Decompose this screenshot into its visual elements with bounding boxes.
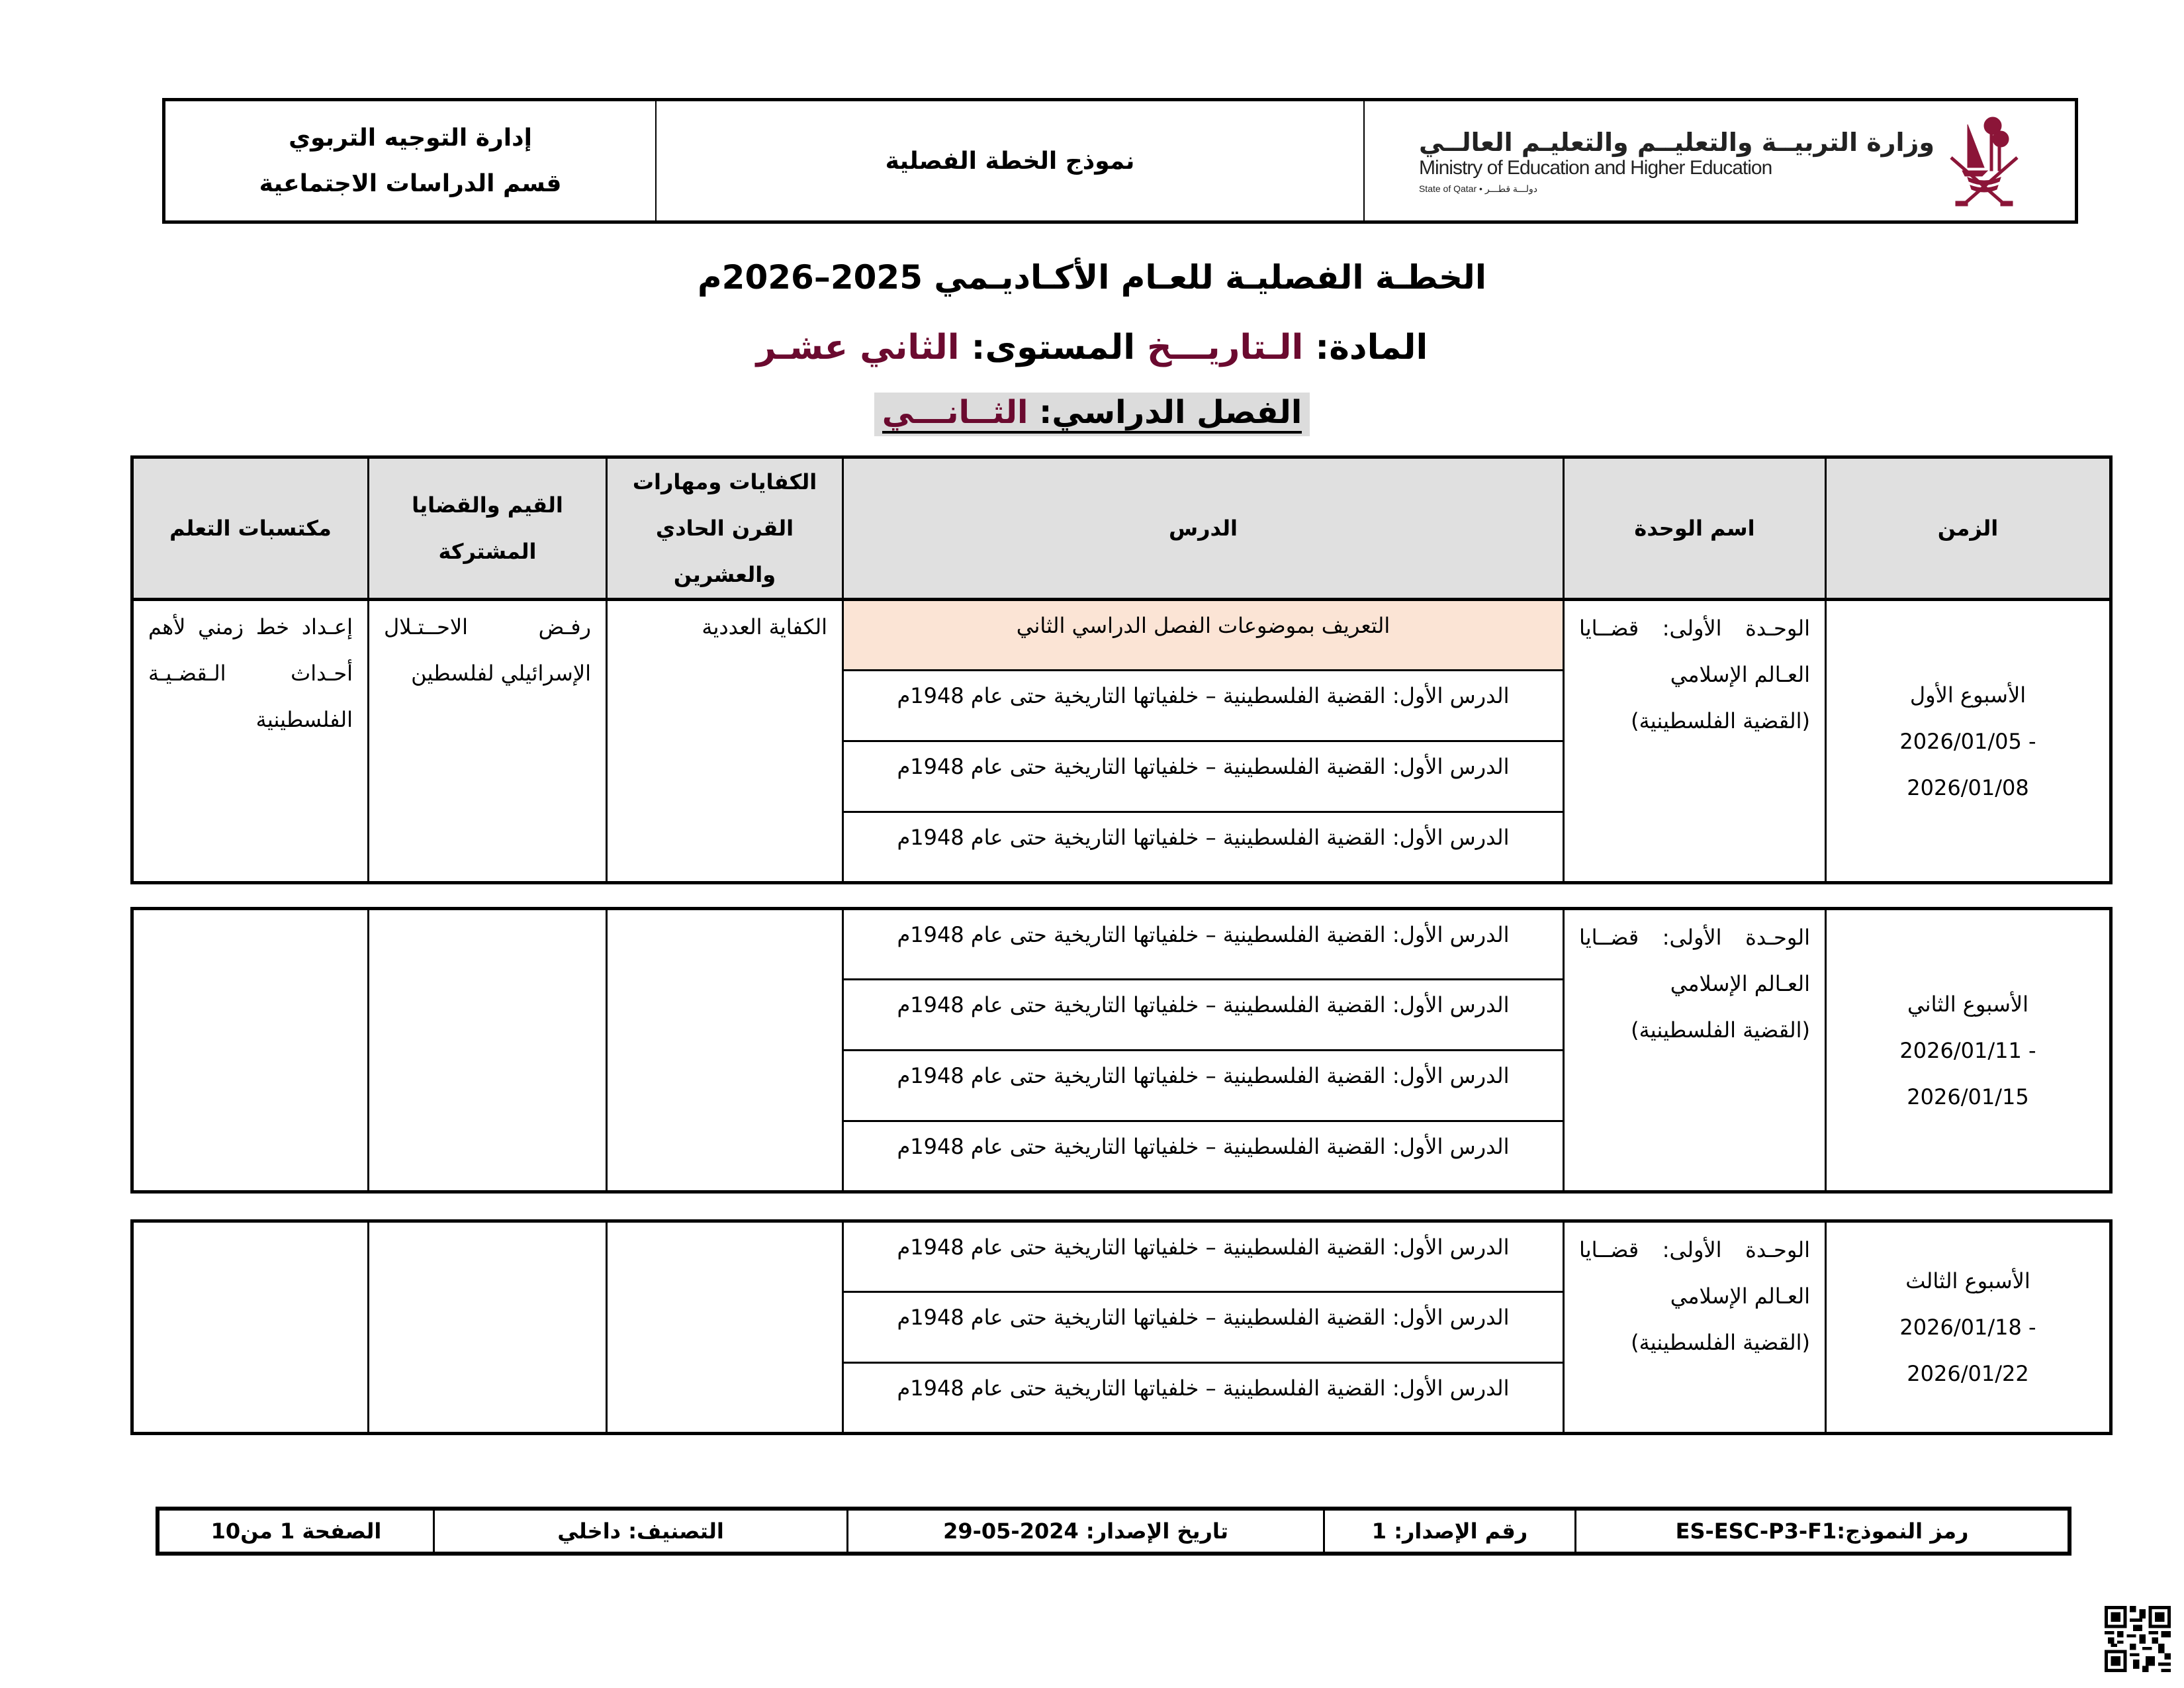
header-values: القيم والقضايا المشتركة [369, 457, 607, 600]
page-number: الصفحة 1 من10 [210, 1519, 382, 1544]
lesson-cell: الدرس الأول: القضية الفلسطينية – خلفياتها التاريخية حتى عام 1948م [843, 1221, 1564, 1292]
unit-subtitle: (القضية الفلسطينية) [1631, 1017, 1810, 1043]
unit-name: الوحـدة الأولى: قضــايا العـالم الإسلامي [1579, 925, 1810, 996]
week-end-date: 2026/01/15 [1907, 1084, 2029, 1109]
week-label: الأسبوع الثاني [1907, 991, 2029, 1017]
ministry-logo-cell [1363, 101, 2075, 220]
qatar-emblem-icon [1948, 111, 2021, 211]
week-time-cell [1826, 600, 2111, 883]
week-start-date: 2026/01/11 - [1899, 1037, 2036, 1063]
semester-label: الفصل الدراسي: [1028, 394, 1302, 434]
learning-outcomes-cell [132, 1221, 369, 1434]
document-footer [156, 1507, 2071, 1556]
subject-value: الـتاريـــخ [1147, 328, 1304, 367]
issue-date: تاريخ الإصدار: 2024-05-29 [846, 1511, 1323, 1552]
plan-table-week-3 [130, 1219, 2113, 1435]
ministry-name-en: Ministry of Education and Higher Education [1418, 156, 1772, 179]
week-time-cell [1826, 1221, 2111, 1434]
document-header-box [162, 98, 2078, 224]
values-cell [369, 909, 607, 1192]
ministry-name [1419, 128, 1934, 195]
level-value: الثاني عشـر [756, 328, 960, 367]
header-time: الزمن [1826, 457, 2111, 600]
department-cell [165, 101, 655, 220]
table-row [132, 909, 2111, 980]
lesson-cell: الدرس الأول: القضية الفلسطينية – خلفياتها التاريخية حتى عام 1948م [843, 980, 1564, 1051]
section-name: قسم الدراسات الاجتماعية [259, 170, 562, 197]
learning-outcomes-cell: إعـداد خط زمني لأهم أحـداث الـقضـيـة الفلسطينية [132, 600, 369, 883]
values-cell [369, 1221, 607, 1434]
subject-level-line [0, 328, 2184, 367]
week-end-date: 2026/01/22 [1907, 1361, 2029, 1386]
table-row [132, 600, 2111, 671]
header-skills: الكفايات ومهارات القرن الحادي والعشرين [607, 457, 843, 600]
week-label: الأسبوع الثالث [1905, 1268, 2030, 1293]
department-name: إدارة التوجيه التربوي [289, 124, 532, 152]
level-label: المستوى: [959, 328, 1148, 367]
header-unit: اسم الوحدة [1564, 457, 1826, 600]
lesson-cell: الدرس الأول: القضية الفلسطينية – خلفياتها التاريخية حتى عام 1948م [843, 1363, 1564, 1434]
classification: التصنيف: داخلي [433, 1511, 846, 1552]
qr-code-icon [2105, 1606, 2171, 1672]
unit-cell [1564, 909, 1826, 1192]
lesson-cell: الدرس الأول: القضية الفلسطينية – خلفياتها التاريخية حتى عام 1948م [843, 1051, 1564, 1121]
lesson-cell: الدرس الأول: القضية الفلسطينية – خلفياتها التاريخية حتى عام 1948م [843, 1292, 1564, 1363]
unit-subtitle: (القضية الفلسطينية) [1631, 1330, 1810, 1355]
lesson-cell: الدرس الأول: القضية الفلسطينية – خلفياتها التاريخية حتى عام 1948م [843, 1121, 1564, 1192]
skills-cell [607, 909, 843, 1192]
learning-outcomes-cell [132, 909, 369, 1192]
week-start-date: 2026/01/18 - [1899, 1315, 2036, 1340]
unit-cell [1564, 1221, 1826, 1434]
plan-title: الخطـة الفصليـة للعـام الأكـاديـمي 2025–2026م [698, 258, 1486, 297]
skills-cell [607, 1221, 843, 1434]
table-row [132, 1221, 2111, 1292]
week-start-date: 2026/01/05 - [1899, 728, 2036, 754]
form-title-cell [655, 101, 1363, 220]
plan-table-week-2 [130, 907, 2113, 1194]
lesson-cell: الدرس الأول: القضية الفلسطينية – خلفياتها التاريخية حتى عام 1948م [843, 671, 1564, 741]
lesson-cell: الدرس الأول: القضية الفلسطينية – خلفياتها التاريخية حتى عام 1948م [843, 909, 1564, 980]
lesson-cell: الدرس الأول: القضية الفلسطينية – خلفياتها التاريخية حتى عام 1948م [843, 741, 1564, 812]
ministry-name-ar: وزارة التربيــة والتعليــم والتعليـم العالــي [1418, 127, 1935, 157]
subject-label: المادة: [1303, 328, 1428, 367]
week-time-cell [1826, 909, 2111, 1192]
unit-name: الوحـدة الأولى: قضــايا العـالم الإسلامي [1579, 1237, 1810, 1309]
plan-table-week-1 [130, 455, 2113, 884]
lesson-cell: الدرس الأول: القضية الفلسطينية – خلفياتها التاريخية حتى عام 1948م [843, 812, 1564, 883]
semester-line [0, 393, 2184, 436]
table-header-row [132, 457, 2111, 600]
unit-cell [1564, 600, 1826, 883]
semester-value: الثــانـــي [882, 394, 1028, 434]
lesson-cell: التعريف بموضوعات الفصل الدراسي الثاني [843, 600, 1564, 671]
skills-cell: الكفاية العددية [607, 600, 843, 883]
header-lesson: الدرس [843, 457, 1564, 600]
state-of-qatar: State of Qatar • دولـــة قطـــر [1418, 183, 1537, 194]
header-learning: مكتسبات التعلم [132, 457, 369, 600]
form-code: رمز النموذج:ES-ESC-P3-F1 [1574, 1511, 2068, 1552]
unit-subtitle: (القضية الفلسطينية) [1631, 708, 1810, 733]
week-end-date: 2026/01/08 [1907, 774, 2029, 800]
week-label: الأسبوع الأول [1909, 682, 2026, 708]
version-number: رقم الإصدار: 1 [1323, 1511, 1574, 1552]
values-cell: رفـض الاحــتـلال الإسرائيلي لفلسطين [369, 600, 607, 883]
unit-name: الوحـدة الأولى: قضــايا العـالم الإسلامي [1579, 616, 1810, 687]
form-title: نموذج الخطة الفصلية [885, 147, 1135, 175]
